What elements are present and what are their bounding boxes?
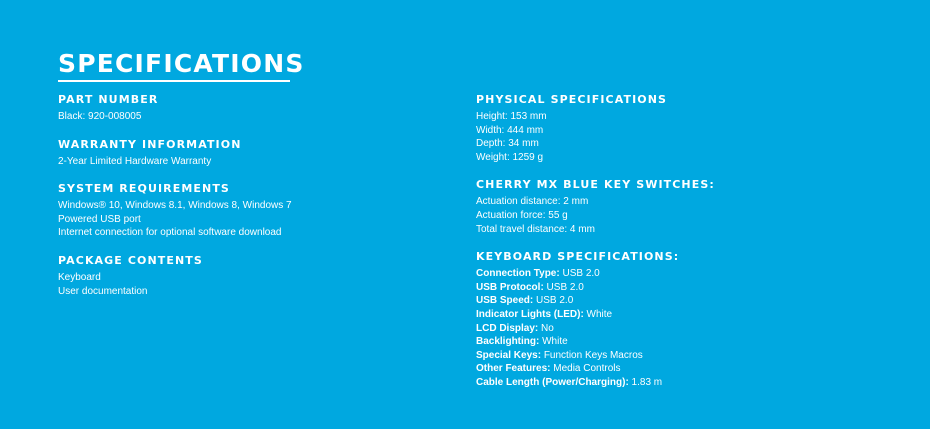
section-heading: PART NUMBER (58, 93, 159, 106)
spec-line: Keyboard (58, 271, 101, 283)
spec-line: Actuation force: 55 g (476, 209, 568, 221)
part-number-section (58, 92, 438, 124)
spec-line: Weight: 1259 g (476, 151, 544, 163)
spec-row (476, 335, 896, 349)
section-heading: SYSTEM REQUIREMENTS (58, 182, 230, 196)
spec-key: Special Keys: (476, 349, 542, 361)
spec-line: 2-Year Limited Hardware Warranty (58, 155, 212, 167)
spec-value: White (583, 308, 613, 320)
section-heading: PACKAGE CONTENTS (58, 253, 203, 267)
spec-line: Internet connection for optional software download (58, 227, 282, 239)
spec-line: Depth: 34 mm (476, 138, 539, 150)
spec-key: Indicator Lights (LED): (476, 308, 584, 320)
spec-line: Windows® 10, Windows 8.1, Windows 8, Windows 7 (58, 200, 292, 212)
section-heading: CHERRY MX BLUE KEY SWITCHES: (476, 178, 715, 192)
spec-row (476, 322, 896, 336)
spec-line: Height: 153 mm (476, 111, 547, 122)
spec-line: Total travel distance: 4 mm (476, 223, 595, 235)
package-contents-section (58, 253, 438, 298)
spec-value: White (539, 336, 568, 348)
spec-row (476, 267, 896, 281)
spec-key: LCD Display: (476, 322, 539, 334)
spec-row (476, 308, 896, 322)
spec-value: Function Keys Macros (541, 349, 643, 361)
spec-row (476, 281, 896, 295)
section-heading: PHYSICAL SPECIFICATIONS (476, 93, 668, 106)
spec-key: USB Speed: (476, 295, 534, 307)
spec-key: Other Features: (476, 363, 551, 375)
keyboard-specifications-section (476, 249, 896, 389)
spec-key: Backlighting: (476, 336, 540, 348)
page-title: SPECIFICATIONS (58, 49, 305, 78)
spec-key: Cable Length (Power/Charging): (476, 376, 629, 388)
spec-line: User documentation (58, 285, 148, 297)
spec-row (476, 349, 896, 363)
spec-value: USB 2.0 (533, 295, 574, 307)
key-switches-section (476, 177, 896, 236)
spec-line: Width: 444 mm (476, 124, 544, 136)
spec-row (476, 376, 896, 390)
spec-key: Connection Type: (476, 268, 560, 280)
spec-value: 1.83 m (628, 376, 663, 388)
left-column (58, 92, 438, 311)
spec-value: USB 2.0 (543, 281, 584, 293)
spec-value: No (538, 322, 554, 334)
spec-line: Actuation distance: 2 mm (476, 196, 589, 208)
section-heading: KEYBOARD SPECIFICATIONS: (476, 250, 680, 264)
title-underline (58, 80, 290, 82)
spec-line: Black: 920-008005 (58, 111, 142, 122)
system-requirements-section (58, 181, 438, 240)
physical-specifications-section (476, 92, 896, 164)
spec-line: Powered USB port (58, 213, 141, 225)
spec-key: USB Protocol: (476, 281, 544, 293)
spec-value: USB 2.0 (559, 268, 600, 280)
spec-value: Media Controls (550, 363, 621, 375)
section-heading: WARRANTY INFORMATION (58, 137, 242, 151)
warranty-section (58, 137, 438, 169)
right-column (476, 92, 896, 403)
spec-row (476, 294, 896, 308)
spec-row (476, 362, 896, 376)
